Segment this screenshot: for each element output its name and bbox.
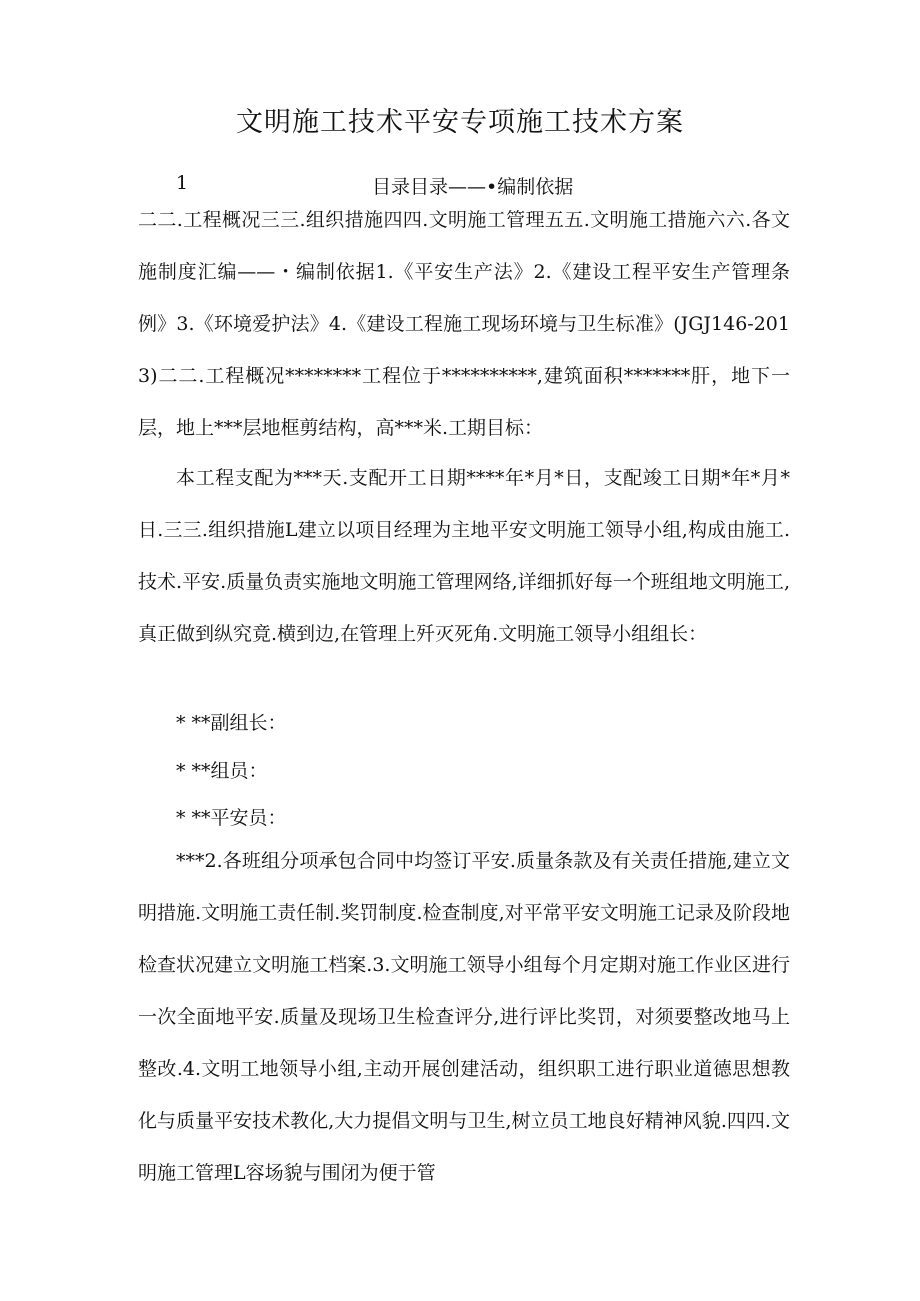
list-item-members: * **组员： — [176, 760, 268, 782]
paragraph-overview: 二二.工程概况三三.组织措施四四.文明施工管理五五.文明施工措施六六.各文施制度汇编——・编制依据1.《平安生产法》2.《建设工程平安生产管理条例》3.《环境爱护法》4.《建设工程施工现场环境与卫生标准》(JGJ146-2013)二二.工程概况********工程位于**********,建筑面积*******肝，地下一层，地上***层地框剪结构，高***米.工期目标： — [138, 209, 790, 439]
document-title: 文明施工技术平安专项施工技术方案 — [236, 107, 684, 138]
paragraph-measures: ***2.各班组分项承包合同中均签订平安.质量条款及有关责任措施,建立文明措施.文明施工责任制.奖罚制度.检查制度,对平常平安文明施工记录及阶段地检查状况建立文明施工档案.3.文明施工领导小组每个月定期对施工作业区进行一次全面地平安.质量及现场卫生检查评分,进行评比奖罚，对须要整改地马上整改.4.文明工地领导小组,主动开展创建活动，组织职工进行职业道德思想教化与质量平安技术教化,大力提倡文明与卫生,树立员工地良好精神风貌.四四.文明施工管理L容场貌与围闭为便于管 — [138, 850, 790, 1184]
paragraph-schedule: 本工程支配为***天.支配开工日期****年*月*日，支配竣工日期*年*月*日.三三.组织措施L建立以项目经理为主地平安文明施工领导小组,构成由施工.技术.平安.质量负责实施地文明施工管理网络,详细抓好每一个班组地文明施工,真正做到纵究竟.横到边,在管理上歼灭死角.文明施工领导小组组长： — [138, 467, 790, 645]
list-item-deputy-leader: * **副组长： — [176, 712, 287, 734]
list-item-safety-officer: * **平安员： — [176, 807, 287, 829]
toc-number: 1 — [176, 172, 189, 194]
toc-text: 目录目录——•编制依据 — [372, 176, 574, 198]
